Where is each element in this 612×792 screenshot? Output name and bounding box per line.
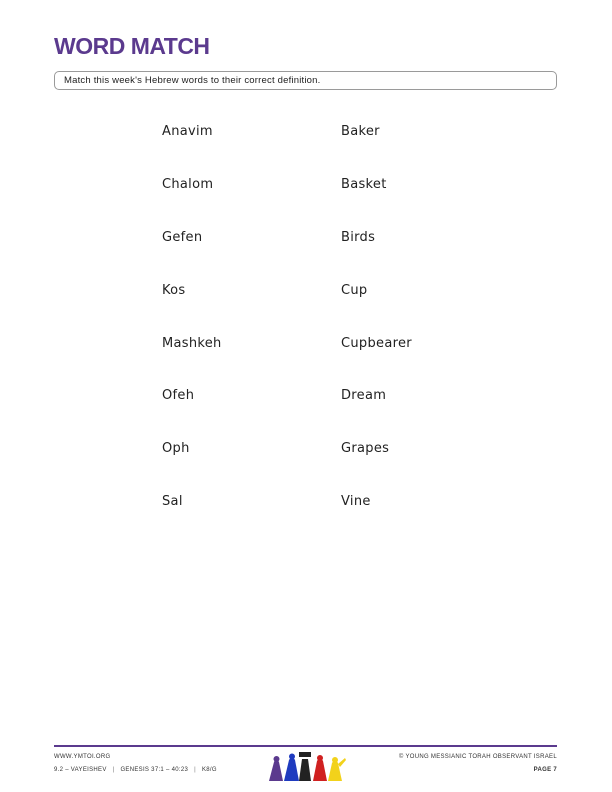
hebrew-word[interactable]: Mashkeh <box>162 336 222 351</box>
footer-grade: K8/G <box>201 767 217 773</box>
definition-word[interactable]: Grapes <box>341 441 390 456</box>
page-title: WORD MATCH <box>54 33 210 59</box>
footer-portion: 9.2 – VAYEISHEV <box>54 767 107 773</box>
footer-website: WWW.YMTOI.ORG <box>54 754 111 760</box>
footer-reference: GENESIS 37:1 – 40:23 <box>120 767 189 773</box>
ymtoi-logo <box>266 750 348 782</box>
hebrew-word[interactable]: Gefen <box>162 230 203 245</box>
definition-word[interactable]: Baker <box>341 124 380 139</box>
footer-page-number: PAGE 7 <box>533 767 557 773</box>
definition-word[interactable]: Basket <box>341 177 387 192</box>
hebrew-word[interactable]: Kos <box>162 283 186 298</box>
hebrew-word[interactable]: Ofeh <box>162 388 195 403</box>
footer-divider <box>54 745 557 747</box>
definition-word[interactable]: Vine <box>341 494 371 509</box>
footer-copyright: © YOUNG MESSIANIC TORAH OBSERVANT ISRAEL <box>398 754 557 760</box>
hebrew-word[interactable]: Oph <box>162 441 190 456</box>
definition-word[interactable]: Cup <box>341 283 368 298</box>
definition-word[interactable]: Birds <box>341 230 376 245</box>
footer-portion-line: 9.2 – VAYEISHEV | GENESIS 37:1 – 40:23 | K8/G <box>54 767 217 773</box>
definition-word[interactable]: Cupbearer <box>341 336 412 351</box>
hebrew-word[interactable]: Sal <box>162 494 183 509</box>
definition-word[interactable]: Dream <box>341 388 387 403</box>
instruction-text: Match this week's Hebrew words to their correct definition. <box>64 75 321 86</box>
instruction-box <box>54 71 557 90</box>
hebrew-word[interactable]: Anavim <box>162 124 213 139</box>
hebrew-word[interactable]: Chalom <box>162 177 214 192</box>
